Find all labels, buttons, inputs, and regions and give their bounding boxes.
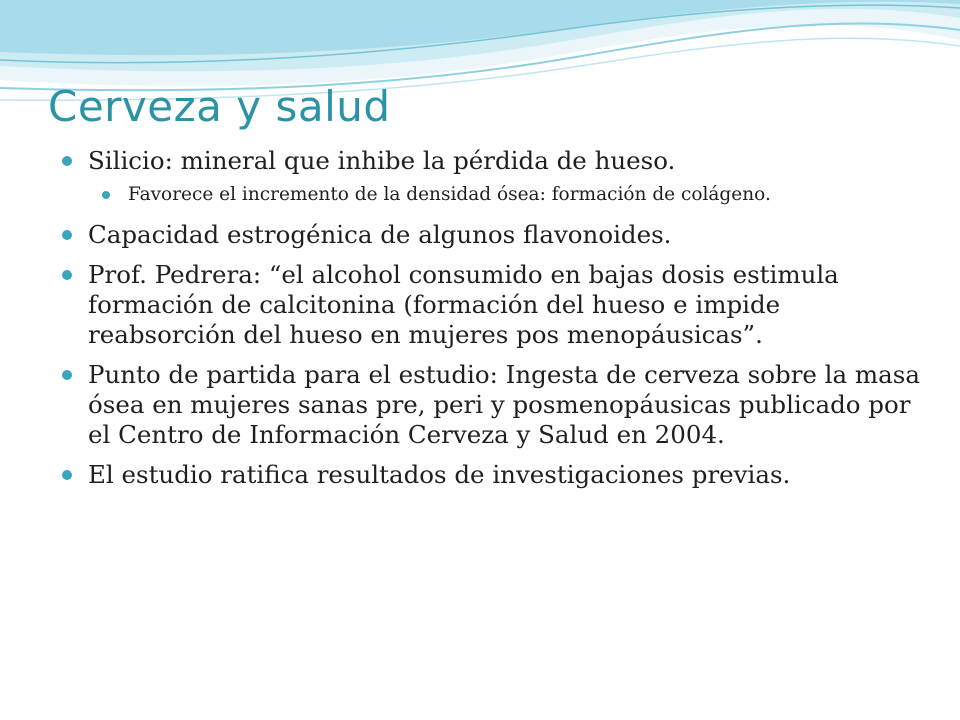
bullet-text: Punto de partida para el estudio: Ingesta de cerveza sobre la masa ósea en mujeres sanas pre, peri y posmenopáusicas publicado por el Centro de Información Cerveza y Salud en 2004. <box>88 360 920 449</box>
sub-bullet-dot-icon <box>102 191 110 199</box>
bullet-item <box>62 260 922 350</box>
bullet-dot-icon <box>62 370 72 380</box>
slide-title: Cerveza y salud <box>48 82 391 131</box>
bullet-text: Silicio: mineral que inhibe la pérdida de hueso. <box>88 146 676 175</box>
bullet-dot-icon <box>62 230 72 240</box>
bullet-text: El estudio ratifica resultados de investigaciones previas. <box>88 460 791 489</box>
bullet-dot-icon <box>62 156 72 166</box>
sub-bullet-item <box>102 182 922 208</box>
bullet-text: Capacidad estrogénica de algunos flavonoides. <box>88 220 672 249</box>
sub-bullet-text: Favorece el incremento de la densidad ósea: formación de colágeno. <box>128 184 771 205</box>
bullet-item <box>62 220 922 250</box>
bullet-list <box>62 146 922 500</box>
bullet-dot-icon <box>62 470 72 480</box>
bullet-item <box>62 146 922 176</box>
bullet-item <box>62 360 922 450</box>
bullet-dot-icon <box>62 270 72 280</box>
bullet-item <box>62 460 922 490</box>
bullet-text: Prof. Pedrera: “el alcohol consumido en bajas dosis estimula formación de calcitonina (formación del hueso e impide reabsorción del hueso en mujeres pos menopáusicas”. <box>88 260 839 349</box>
